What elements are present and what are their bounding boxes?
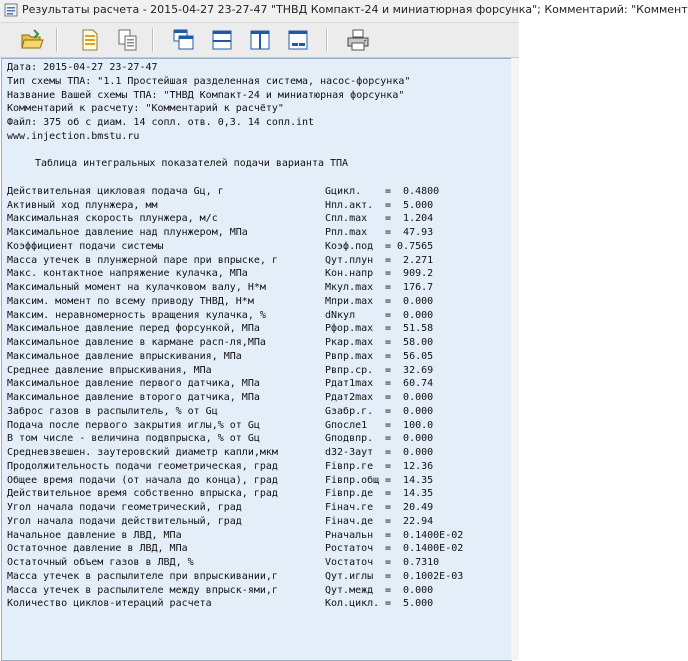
- toolbar-separator: [152, 28, 154, 52]
- window-title: Результаты расчета - 2015-04-27 23-27-47 "ТНВД Компакт-24 и миниатюрная форсунка"; Комментарий: "Коммент: [22, 3, 688, 16]
- row-value: = 0.000: [385, 295, 434, 307]
- row-label: Действительная цикловая подача Gц, г: [7, 185, 224, 197]
- table-row: [7, 570, 511, 584]
- report-scheme-name: Название Вашей схемы ТПА: "ТНВД Компакт-24 и миниатюрная форсунка": [7, 89, 405, 101]
- row-symbol: dNкул: [325, 309, 356, 321]
- row-symbol: Fiвпр.ге: [325, 460, 374, 472]
- table-row: [7, 474, 511, 488]
- table-row: [7, 597, 511, 611]
- row-symbol: Рдат1max: [325, 378, 374, 390]
- table-title: Таблица интегральных показателей подачи варианта ТПА: [35, 158, 349, 170]
- row-value: = 14.35: [385, 474, 434, 486]
- table-row: [7, 240, 511, 254]
- table-row: [7, 295, 511, 309]
- report-text: [2, 59, 511, 611]
- table-row: [7, 254, 511, 268]
- table-row: [7, 487, 511, 501]
- table-row: [7, 405, 511, 419]
- title-bar[interactable]: [0, 0, 688, 23]
- arrange-windows-icon: [286, 28, 310, 52]
- report-date: Дата: 2015-04-27 23-27-47: [7, 62, 158, 73]
- row-symbol: Ркар.max: [325, 337, 374, 348]
- app-icon: [4, 3, 18, 17]
- row-value: = 0.7310: [385, 557, 440, 568]
- new-document-button[interactable]: [76, 26, 104, 54]
- row-label: Максимальное давление над плунжером, МПа: [7, 227, 248, 238]
- row-symbol: Fiнач.де: [325, 515, 374, 527]
- table-row: [7, 185, 511, 199]
- table-row: [7, 501, 511, 515]
- row-symbol: Gзабр.г.: [325, 405, 374, 417]
- row-value: = 0.000: [385, 433, 434, 445]
- row-label: Максимальный момент на кулачковом валу, Н*м: [7, 282, 266, 293]
- table-row: [7, 281, 511, 295]
- row-symbol: Qут.плун: [325, 254, 374, 266]
- row-symbol: Fiнач.ге: [325, 502, 374, 513]
- report-scheme-type: Тип схемы ТПА: "1.1 Простейшая разделенная система, насос-форсунка": [7, 75, 411, 87]
- row-value: = 0.1400E-02: [385, 543, 464, 555]
- row-label: Масса утечек в плунжерной паре при впрыске, г: [7, 254, 278, 266]
- tile-horizontal-button[interactable]: [208, 26, 236, 54]
- row-value: = 0.000: [385, 392, 434, 403]
- table-row: [7, 391, 511, 405]
- copy-icon: [116, 28, 140, 52]
- vertical-scrollbar[interactable]: [511, 58, 519, 660]
- row-symbol: Рпл.max: [325, 227, 368, 238]
- row-value: = 0.1002E-03: [385, 570, 464, 582]
- table-row: [7, 199, 511, 213]
- row-value: = 32.69: [385, 364, 434, 376]
- toolbar: [0, 23, 519, 58]
- row-value: = 2.271: [385, 254, 434, 266]
- row-value: = 0.4800: [385, 185, 440, 197]
- row-symbol: Нпл.акт.: [325, 199, 374, 211]
- table-row: [7, 336, 511, 350]
- row-value: = 0.000: [385, 447, 434, 458]
- row-value: = 0.000: [385, 309, 434, 321]
- tile-horizontal-icon: [210, 28, 234, 52]
- toolbar-separator: [326, 28, 328, 52]
- table-row: [7, 377, 511, 391]
- arrange-windows-button[interactable]: [284, 26, 312, 54]
- row-value: = 22.94: [385, 515, 434, 527]
- tile-vertical-button[interactable]: [246, 26, 274, 54]
- table-row: [7, 226, 511, 240]
- table-row: [7, 309, 511, 323]
- row-symbol: Рфор.max: [325, 323, 374, 335]
- row-label: Угол начала подачи действительный, град: [7, 515, 242, 527]
- row-label: Максим. момент по всему приводу ТНВД, Н*м: [7, 295, 254, 307]
- cascade-windows-button[interactable]: [170, 26, 198, 54]
- table-row: [7, 419, 511, 433]
- row-symbol: Мпри.max: [325, 295, 374, 307]
- row-symbol: Gподвпр.: [325, 433, 374, 445]
- row-label: В том числе - величина подвпрыска, % от Gц: [7, 433, 260, 445]
- row-label: Активный ход плунжера, мм: [7, 199, 158, 211]
- row-value: = 100.0: [385, 419, 434, 431]
- row-label: Продолжительность подачи геометрическая, град: [7, 460, 278, 472]
- row-label: Коэффициент подачи системы: [7, 240, 164, 252]
- row-symbol: Рвпр.ср.: [325, 364, 374, 376]
- row-symbol: Qут.иглы: [325, 570, 374, 582]
- row-symbol: Кол.цикл.: [325, 598, 380, 610]
- print-button[interactable]: [344, 26, 372, 54]
- row-value: = 60.74: [385, 378, 434, 390]
- report-file: Файл: 375 об с диам. 14 сопл. отв. 0,3. 14 сопл.int: [7, 117, 315, 128]
- row-label: Среднее давление впрыскивания, МПа: [7, 364, 212, 376]
- row-symbol: Коэф.под: [325, 240, 374, 252]
- row-value: = 58.00: [385, 337, 434, 348]
- printer-icon: [346, 28, 370, 52]
- row-label: Средневзвешен. заутеровский диаметр капли,мкм: [7, 447, 278, 458]
- row-symbol: Gпосле1: [325, 419, 368, 431]
- row-label: Действительное время собственно впрыска, град: [7, 488, 278, 500]
- row-value: = 0.7565: [385, 240, 434, 252]
- results-table: [7, 185, 511, 611]
- table-row: [7, 542, 511, 556]
- table-row: [7, 584, 511, 598]
- row-label: Максимальное давление перед форсункой, МПа: [7, 323, 260, 335]
- row-value: = 0.1400E-02: [385, 529, 464, 541]
- row-symbol: d32-Заут: [325, 447, 374, 458]
- row-value: = 0.000: [385, 584, 434, 596]
- toolbar-separator: [56, 28, 58, 52]
- row-symbol: Рдат2max: [325, 392, 374, 403]
- row-symbol: Gцикл.: [325, 185, 362, 197]
- row-value: = 176.7: [385, 282, 434, 293]
- row-symbol: Рвпр.max: [325, 350, 374, 362]
- report-website: www.injection.bmstu.ru: [7, 130, 140, 142]
- table-row: [7, 446, 511, 460]
- folder-open-icon: [20, 28, 44, 52]
- row-label: Остаточный объем газов в ЛВД, %: [7, 557, 194, 568]
- row-symbol: Qут.межд: [325, 584, 374, 596]
- cascade-windows-icon: [172, 28, 196, 52]
- row-label: Общее время подачи (от начала до конца), град: [7, 474, 278, 486]
- row-symbol: Рначальн: [325, 529, 374, 541]
- table-row: [7, 267, 511, 281]
- row-label: Масса утечек в распылителе при впрыскивании,г: [7, 570, 278, 582]
- table-row: [7, 432, 511, 446]
- blank-line: [7, 171, 511, 185]
- row-label: Масса утечек в распылителе между впрыск-ями,г: [7, 584, 278, 596]
- table-row: [7, 350, 511, 364]
- open-folder-button[interactable]: [18, 26, 46, 54]
- row-symbol: Fiвпр.де: [325, 488, 374, 500]
- table-row: [7, 212, 511, 226]
- report-text-area[interactable]: [1, 58, 512, 661]
- row-label: Максимальная скорость плунжера, м/с: [7, 213, 218, 225]
- row-value: = 14.35: [385, 488, 434, 500]
- table-row: [7, 529, 511, 543]
- row-value: = 0.000: [385, 405, 434, 417]
- row-label: Подача после первого закрытия иглы,% от Gц: [7, 419, 260, 431]
- row-label: Максимальное давление второго датчика, МПа: [7, 392, 260, 403]
- row-label: Макс. контактное напряжение кулачка, МПа: [7, 268, 248, 280]
- row-symbol: Кон.напр: [325, 268, 374, 280]
- blank-line: [7, 144, 511, 158]
- row-symbol: Ростаточ: [325, 543, 374, 555]
- row-value: = 12.36: [385, 460, 434, 472]
- row-label: Количество циклов-итераций расчета: [7, 598, 212, 610]
- table-row: [7, 460, 511, 474]
- report-comment: Комментарий к расчету: "Комментарий к расчёту": [7, 103, 284, 115]
- row-value: = 909.2: [385, 268, 434, 280]
- row-label: Заброс газов в распылитель, % от Gц: [7, 405, 218, 417]
- row-label: Начальное давление в ЛВД, МПа: [7, 529, 182, 541]
- tile-vertical-icon: [248, 28, 272, 52]
- row-value: = 56.05: [385, 350, 434, 362]
- table-row: [7, 515, 511, 529]
- document-icon: [78, 28, 102, 52]
- row-label: Максимальное давление первого датчика, МПа: [7, 378, 260, 390]
- row-label: Остаточное давление в ЛВД, МПа: [7, 543, 188, 555]
- row-value: = 51.58: [385, 323, 434, 335]
- row-value: = 1.204: [385, 213, 434, 225]
- table-row: [7, 364, 511, 378]
- row-label: Максимальное давление впрыскивания, МПа: [7, 350, 242, 362]
- row-label: Угол начала подачи геометрический, град: [7, 502, 242, 513]
- row-symbol: Мкул.max: [325, 282, 374, 293]
- row-symbol: Fiвпр.общ: [325, 474, 380, 486]
- row-symbol: Vостаточ: [325, 557, 374, 568]
- row-label: Максимальное давление в кармане расп-ля,МПа: [7, 337, 266, 348]
- row-symbol: Спл.max: [325, 213, 368, 225]
- copy-button[interactable]: [114, 26, 142, 54]
- row-value: = 20.49: [385, 502, 434, 513]
- row-value: = 5.000: [385, 598, 434, 610]
- row-value: = 5.000: [385, 199, 434, 211]
- table-row: [7, 556, 511, 570]
- row-label: Максим. неравномерность вращения кулачка, %: [7, 309, 266, 321]
- table-row: [7, 322, 511, 336]
- row-value: = 47.93: [385, 227, 434, 238]
